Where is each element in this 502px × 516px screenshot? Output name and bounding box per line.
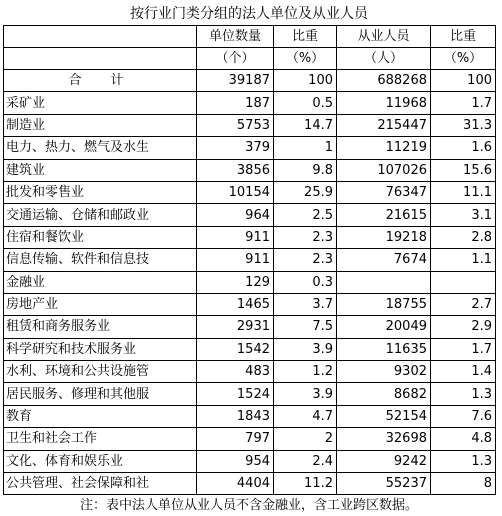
employees-value: 76347: [337, 181, 431, 203]
industry-name: 科学研究和技术服务业: [4, 338, 197, 360]
employees-value: 55237: [337, 473, 431, 495]
table-row: [4, 383, 496, 405]
header-units-pct: 比重: [274, 26, 337, 48]
units-pct-value: 1.2: [274, 361, 337, 383]
units-value: 964: [197, 204, 274, 226]
units-value: 4404: [197, 473, 274, 495]
emp-pct-value: 31.3: [431, 114, 496, 136]
units-value: 379: [197, 137, 274, 159]
table-row: [4, 271, 496, 293]
table-row: [4, 181, 496, 203]
emp-pct-value: 1.4: [431, 361, 496, 383]
units-value: 1465: [197, 293, 274, 315]
table-row: [4, 249, 496, 271]
units-pct-value: 25.9: [274, 181, 337, 203]
industry-name: 住宿和餐饮业: [4, 226, 197, 248]
employees-value: 107026: [337, 159, 431, 181]
units-pct-value: 2.5: [274, 204, 337, 226]
emp-pct-value: 1.3: [431, 383, 496, 405]
industry-name: 交通运输、仓储和邮政业: [4, 204, 197, 226]
employees-value: 215447: [337, 114, 431, 136]
industry-name: 电力、热力、燃气及水生: [4, 137, 197, 159]
units-pct-value: 3.9: [274, 338, 337, 360]
total-row: [4, 70, 496, 92]
emp-pct-value: 4.8: [431, 428, 496, 450]
table-row: [4, 293, 496, 315]
table-note: 注：表中法人单位从业人员不含金融业，含工业跨区数据。: [79, 498, 418, 514]
units-pct-value: 14.7: [274, 114, 337, 136]
industry-name: 卫生和社会工作: [4, 428, 197, 450]
emp-pct-value: 100: [431, 70, 496, 92]
units-value: 2931: [197, 316, 274, 338]
table-row: [4, 92, 496, 114]
units-value: 911: [197, 249, 274, 271]
units-pct-value: 11.2: [274, 473, 337, 495]
units-pct-value: 7.5: [274, 316, 337, 338]
units-value: 797: [197, 428, 274, 450]
units-pct-value: 2.3: [274, 249, 337, 271]
industry-name: 水利、环境和公共设施管: [4, 361, 197, 383]
units-pct-value: 4.7: [274, 405, 337, 427]
table-row: [4, 338, 496, 360]
header-cell: [4, 26, 197, 48]
emp-pct-value: 11.1: [431, 181, 496, 203]
table-sheet: [3, 3, 495, 516]
units-value: 954: [197, 450, 274, 472]
industry-name: 制造业: [4, 114, 197, 136]
industry-name: 信息传输、软件和信息技: [4, 249, 197, 271]
units-value: 5753: [197, 114, 274, 136]
units-pct-value: 2.4: [274, 450, 337, 472]
units-value: 911: [197, 226, 274, 248]
emp-pct-value: 1.6: [431, 137, 496, 159]
table-row: [4, 204, 496, 226]
units-value: 39187: [197, 70, 274, 92]
emp-pct-value: 3.1: [431, 204, 496, 226]
units-pct-value: 9.8: [274, 159, 337, 181]
industry-name: 文化、体育和娱乐业: [4, 450, 197, 472]
table-row: [4, 428, 496, 450]
employees-value: 21615: [337, 204, 431, 226]
table-row: [4, 226, 496, 248]
units-pct-value: 0.3: [274, 271, 337, 293]
table-row: [4, 159, 496, 181]
employees-value: 7674: [337, 249, 431, 271]
units-value: 1542: [197, 338, 274, 360]
units-value: 483: [197, 361, 274, 383]
employees-value: 8682: [337, 383, 431, 405]
units-pct-value: 2.3: [274, 226, 337, 248]
units-value: 1524: [197, 383, 274, 405]
emp-pct-value: [431, 271, 496, 293]
industry-name: 房地产业: [4, 293, 197, 315]
industry-name: 采矿业: [4, 92, 197, 114]
units-value: 129: [197, 271, 274, 293]
employees-value: 11968: [337, 92, 431, 114]
units-pct-value: 1: [274, 137, 337, 159]
employees-value: 32698: [337, 428, 431, 450]
units-pct-value: 2: [274, 428, 337, 450]
employees-value: 11635: [337, 338, 431, 360]
header-row-1: [4, 26, 496, 48]
employees-value: [337, 271, 431, 293]
units-pct-value: 100: [274, 70, 337, 92]
units-pct-value: 0.5: [274, 92, 337, 114]
table-title: 按行业门类分组的法人单位及从业人员: [130, 6, 368, 22]
emp-pct-value: 1.1: [431, 249, 496, 271]
employees-value: 19218: [337, 226, 431, 248]
table-row: [4, 316, 496, 338]
units-pct-value: 3.9: [274, 383, 337, 405]
employees-value: 9242: [337, 450, 431, 472]
industry-name: 批发和零售业: [4, 181, 197, 203]
table-row: [4, 450, 496, 472]
units-pct-value: 3.7: [274, 293, 337, 315]
emp-pct-value: 2.7: [431, 293, 496, 315]
emp-pct-value: 1.3: [431, 450, 496, 472]
industry-name: 金融业: [4, 271, 197, 293]
table-row: [4, 114, 496, 136]
table-row: [4, 137, 496, 159]
industry-name: 居民服务、修理和其他服: [4, 383, 197, 405]
emp-pct-value: 8: [431, 473, 496, 495]
units-value: 3856: [197, 159, 274, 181]
employees-value: 9302: [337, 361, 431, 383]
table-row: [4, 405, 496, 427]
emp-pct-value: 2.9: [431, 316, 496, 338]
header-units-unit: （个）: [197, 48, 274, 70]
employees-value: 18755: [337, 293, 431, 315]
units-value: 1843: [197, 405, 274, 427]
emp-pct-value: 7.6: [431, 405, 496, 427]
units-value: 10154: [197, 181, 274, 203]
employees-value: 20049: [337, 316, 431, 338]
industry-name: 建筑业: [4, 159, 197, 181]
header-employees-unit: （人）: [337, 48, 431, 70]
header-row-2: [4, 48, 496, 70]
emp-pct-value: 1.7: [431, 92, 496, 114]
employees-value: 688268: [337, 70, 431, 92]
table-row: [4, 473, 496, 495]
data-table: [3, 25, 496, 495]
emp-pct-value: 1.7: [431, 338, 496, 360]
header-cell: [4, 48, 197, 70]
header-units-pct-unit: （%）: [274, 48, 337, 70]
emp-pct-value: 2.8: [431, 226, 496, 248]
industry-name: 公共管理、社会保障和社: [4, 473, 197, 495]
header-emp-pct: 比重: [431, 26, 496, 48]
emp-pct-value: 15.6: [431, 159, 496, 181]
header-emp-pct-unit: （%）: [431, 48, 496, 70]
header-units: 单位数量: [197, 26, 274, 48]
industry-name: 教育: [4, 405, 197, 427]
employees-value: 11219: [337, 137, 431, 159]
employees-value: 52154: [337, 405, 431, 427]
industry-name: 合 计: [4, 70, 197, 92]
industry-name: 租赁和商务服务业: [4, 316, 197, 338]
header-employees: 从业人员: [337, 26, 431, 48]
table-row: [4, 361, 496, 383]
units-value: 187: [197, 92, 274, 114]
